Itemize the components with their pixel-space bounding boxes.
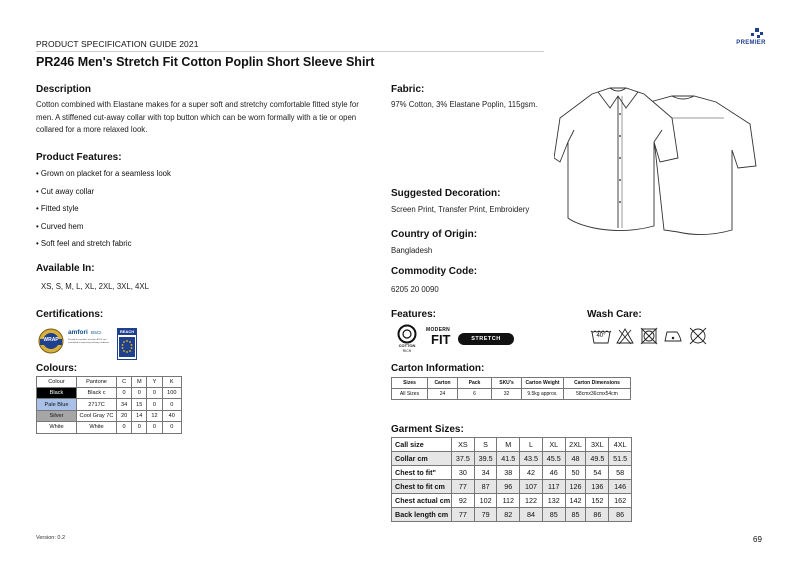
table-cell: 41.5 [497,452,520,466]
row-label: Collar cm [392,452,452,466]
logo-text: PREMIER [736,40,766,46]
table-header-cell: Pack [458,378,492,389]
guide-title: PRODUCT SPECIFICATION GUIDE 2021 [36,39,199,49]
fit-label: FIT [431,332,451,347]
list-item: • Soft feel and stretch fabric [36,239,132,248]
colour-swatch: Silver [37,410,77,421]
table-cell: 107 [520,480,543,494]
col-m: M [132,377,147,388]
product-features-heading: Product Features: [36,152,122,163]
modern-fit-badge [426,327,456,353]
table-cell: 142 [565,494,586,508]
table-row [392,480,632,494]
list-item: • Curved hem [36,221,84,231]
table-cell: 39.5 [474,452,497,466]
row-label: Chest to fit cm [392,480,452,494]
table-cell: All Sizes [392,389,428,400]
list-item: • Grown on placket for a seamless look [36,169,171,178]
no-tumble-dry-icon [640,327,658,345]
table-cell: 42 [520,466,543,480]
col-colour: Colour [37,377,77,388]
col-k: K [162,377,181,388]
page-number: 69 [753,535,762,544]
col-c: C [117,377,132,388]
wash-40-icon [590,328,612,344]
table-cell: 32 [492,389,522,400]
table-header-cell: M [497,438,520,452]
pantone-cell: White [77,422,117,433]
modern-label: MODERN [426,327,451,333]
pantone-cell: 2717C [77,399,117,410]
amfori-note: Proudly for member of amfori BSCI and committed to improving working conditions [68,339,110,344]
reach-logo [117,328,137,360]
commodity-text: 6205 20 0090 [391,285,439,294]
carton-header-row [392,378,631,389]
table-cell: 79 [474,508,497,522]
table-cell: 12 [147,410,162,421]
cotton-icon [394,324,420,344]
garment-heading: Garment Sizes: [391,424,464,435]
no-bleach-icon [616,327,634,345]
table-cell: 100 [162,388,181,399]
reach-label: REACH [119,329,135,334]
table-cell: 24 [428,389,458,400]
table-cell: 45.5 [542,452,565,466]
table-cell: 46 [542,466,565,480]
table-row [37,399,182,410]
carton-heading: Carton Information: [391,363,485,374]
table-cell: 162 [609,494,632,508]
table-header-cell: S [474,438,497,452]
table-row [392,466,632,480]
table-header-cell: Call size [392,438,452,452]
table-cell: 112 [497,494,520,508]
description-heading: Description [36,84,92,95]
table-row [392,389,631,400]
carton-table [391,377,631,400]
table-row [392,494,632,508]
table-cell: 6 [458,389,492,400]
features-heading: Features: [391,309,437,320]
table-cell: 152 [586,494,609,508]
colour-swatch: White [37,422,77,433]
table-cell: 15 [132,399,147,410]
wrap-label: WRAP [43,337,59,343]
table-header-cell: Sizes [392,378,428,389]
table-cell: 49.5 [586,452,609,466]
table-cell: 117 [542,480,565,494]
list-item: • Fitted style [36,204,79,213]
wrap-logo [36,327,66,355]
table-cell: 85 [542,508,565,522]
table-cell: 136 [586,480,609,494]
table-cell: 40 [162,410,181,421]
table-header-cell: XS [452,438,475,452]
table-row [37,388,182,399]
table-header-cell: Carton Weight [522,378,564,389]
table-cell: 0 [132,422,147,433]
garment-header-row [392,438,632,452]
origin-heading: Country of Origin: [391,229,478,240]
table-cell: 0 [117,388,132,399]
table-cell: 51.5 [609,452,632,466]
col-pantone: Pantone [77,377,117,388]
decoration-heading: Suggested Decoration: [391,188,501,199]
table-header-cell: L [520,438,543,452]
pantone-cell: Black c [77,388,117,399]
amfori-sub: BSCI [91,330,102,335]
stretch-badge: STRETCH [458,333,514,345]
description-text: Cotton combined with Elastane makes for a super soft and stretchy comfortable fitted style for men. A stiffened cut-away collar with top button which can be worn formally with a tie or open collared for a more relaxed look. [36,100,359,135]
table-cell: 0 [162,399,181,410]
row-label: Back length cm [392,508,452,522]
no-dry-clean-icon [688,326,708,346]
garment-table [391,437,632,522]
table-cell: 126 [565,480,586,494]
wash-temp: 40° [596,333,606,339]
table-cell: 20 [117,410,132,421]
table-cell: 102 [474,494,497,508]
origin-text: Bangladesh [391,246,433,255]
fabric-heading: Fabric: [391,84,425,95]
table-cell: 58 [609,466,632,480]
colours-header-row [37,377,182,388]
row-label: Chest actual cm [392,494,452,508]
iron-low-icon [662,329,682,343]
table-cell: 84 [520,508,543,522]
table-cell: 0 [117,422,132,433]
product-features-list [36,169,171,257]
table-cell: 14 [132,410,147,421]
pantone-cell: Cool Gray 7C [77,410,117,421]
colour-swatch: Pale Blue [37,399,77,410]
table-cell: 85 [565,508,586,522]
table-cell: 122 [520,494,543,508]
list-item: • Cut away collar [36,186,95,196]
table-row [37,422,182,433]
table-cell: 43.5 [520,452,543,466]
table-cell: 86 [586,508,609,522]
table-cell: 50 [565,466,586,480]
table-header-cell: Carton Dimensions [564,378,631,389]
table-cell: 86 [609,508,632,522]
table-cell: 146 [609,480,632,494]
colours-heading: Colours: [36,363,78,374]
table-cell: 0 [132,388,147,399]
table-row [392,452,632,466]
table-cell: 132 [542,494,565,508]
wash-care-heading: Wash Care: [587,309,642,320]
col-y: Y [147,377,162,388]
table-cell: 0 [147,388,162,399]
table-header-cell: Carton [428,378,458,389]
table-cell: 77 [452,508,475,522]
table-header-cell: SKU's [492,378,522,389]
table-cell: 0 [147,422,162,433]
table-cell: 77 [452,480,475,494]
table-cell: 34 [474,466,497,480]
page-title: PR246 Men's Stretch Fit Cotton Poplin Short Sleeve Shirt [36,55,375,69]
table-cell: 0 [162,422,181,433]
available-sizes: XS, S, M, L, XL, 2XL, 3XL, 4XL [41,282,149,291]
table-cell: 30 [452,466,475,480]
table-header-cell: 4XL [609,438,632,452]
table-header-cell: XL [542,438,565,452]
cotton-sub: RICH [402,349,412,353]
table-row [37,410,182,421]
table-cell: 38 [497,466,520,480]
header-divider [36,51,544,52]
amfori-label: amfori [68,329,88,336]
table-cell: 87 [474,480,497,494]
fabric-text: 97% Cotton, 3% Elastane Poplin, 115gsm. [391,100,538,109]
table-header-cell: 2XL [565,438,586,452]
table-cell: 54 [586,466,609,480]
table-cell: 92 [452,494,475,508]
table-cell: 37.5 [452,452,475,466]
available-in-heading: Available In: [36,263,95,274]
table-cell: 0 [147,399,162,410]
table-cell: 34 [117,399,132,410]
commodity-heading: Commodity Code: [391,266,478,277]
eu-stars-icon [119,337,135,357]
table-row [392,508,632,522]
decoration-text: Screen Print, Transfer Print, Embroidery [391,205,530,214]
table-cell: 96 [497,480,520,494]
table-cell: 82 [497,508,520,522]
colour-swatch: Black [37,388,77,399]
cotton-label: COTTON [398,343,416,348]
table-cell: 48 [565,452,586,466]
table-header-cell: 3XL [586,438,609,452]
cotton-rich-badge [394,324,420,354]
shirt-illustration [554,84,758,240]
table-cell: 58cmx36cmx54cm [564,389,631,400]
certifications-heading: Certifications: [36,309,104,320]
colours-table [36,376,182,434]
row-label: Chest to fit" [392,466,452,480]
version-label: Version: 0.2 [36,535,66,541]
table-cell: 9.5kg approx. [522,389,564,400]
amfori-logo [68,327,114,355]
